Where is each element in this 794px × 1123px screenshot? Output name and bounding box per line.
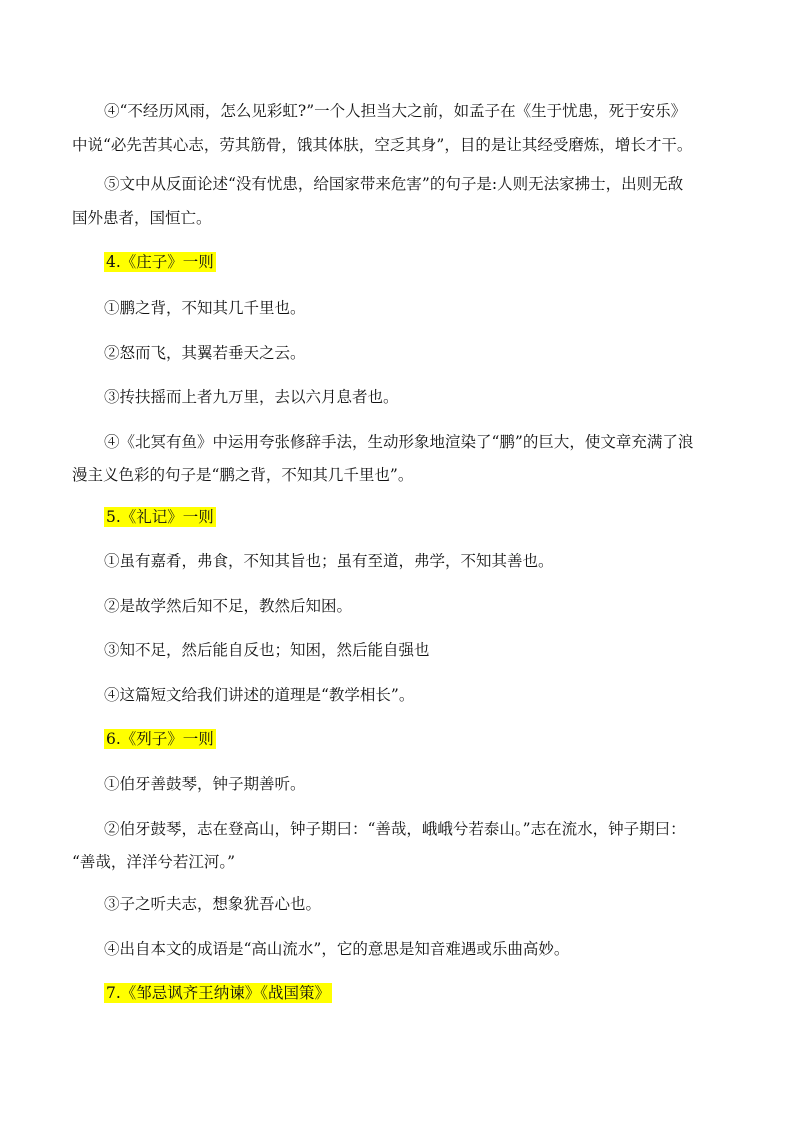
- section-heading: [104, 252, 216, 272]
- paragraph-line: ⑤文中从反面论述“没有忧患，给国家带来危害”的句子是:人则无法家拂士，出则无敌: [104, 175, 684, 193]
- paragraph-line: ④“不经历风雨，怎么见彩虹?”一个人担当大之前，如孟子在《生于忧患，死于安乐》: [104, 102, 687, 120]
- paragraph-line: 中说“必先苦其心志，劳其筋骨，饿其体肤，空乏其身”，目的是让其经受磨炼，增长才干。: [72, 136, 693, 154]
- section-heading-text: 7.《邹忌讽齐王纳谏》《战国策》: [106, 984, 331, 1002]
- paragraph-line: ③子之听夫志，想象犹吾心也。: [104, 895, 322, 913]
- paragraph-line: ②是故学然后知不足，教然后知困。: [104, 597, 353, 615]
- paragraph-line: ③知不足，然后能自反也；知困，然后能自强也: [104, 641, 430, 659]
- paragraph-line: ①虽有嘉肴，弗食，不知其旨也；虽有至道，弗学，不知其善也。: [104, 552, 554, 570]
- paragraph-line: 国外患者，国恒亡。: [72, 209, 212, 227]
- paragraph-line: ④《北冥有鱼》中运用夸张修辞手法，生动形象地渲染了“鹏”的巨大，使文章充满了浪: [104, 433, 694, 451]
- paragraph-line: “善哉，洋洋兮若江河。”: [72, 853, 236, 871]
- section-heading-text: 5.《礼记》一则: [106, 508, 214, 526]
- paragraph-line: ①伯牙善鼓琴，钟子期善听。: [104, 775, 306, 793]
- paragraph-line: ②伯牙鼓琴，志在登高山，钟子期曰：“善哉，峨峨兮若泰山。”志在流水，钟子期曰：: [104, 820, 686, 838]
- section-heading: [104, 507, 216, 527]
- section-heading: [104, 983, 332, 1003]
- section-heading-text: 6.《列子》一则: [106, 730, 214, 748]
- paragraph-line: ④这篇短文给我们讲述的道理是“教学相长”。: [104, 686, 415, 704]
- paragraph-line: 漫主义色彩的句子是“鹏之背，不知其几千里也”。: [72, 466, 414, 484]
- section-heading: [104, 729, 216, 749]
- section-heading-text: 4.《庄子》一则: [106, 253, 214, 271]
- paragraph-line: ①鹏之背，不知其几千里也。: [104, 299, 306, 317]
- paragraph-line: ④出自本文的成语是“高山流水”，它的意思是知音难遇或乐曲高妙。: [104, 940, 570, 958]
- paragraph-line: ②怒而飞，其翼若垂天之云。: [104, 344, 306, 362]
- paragraph-line: ③抟扶摇而上者九万里，去以六月息者也。: [104, 388, 399, 406]
